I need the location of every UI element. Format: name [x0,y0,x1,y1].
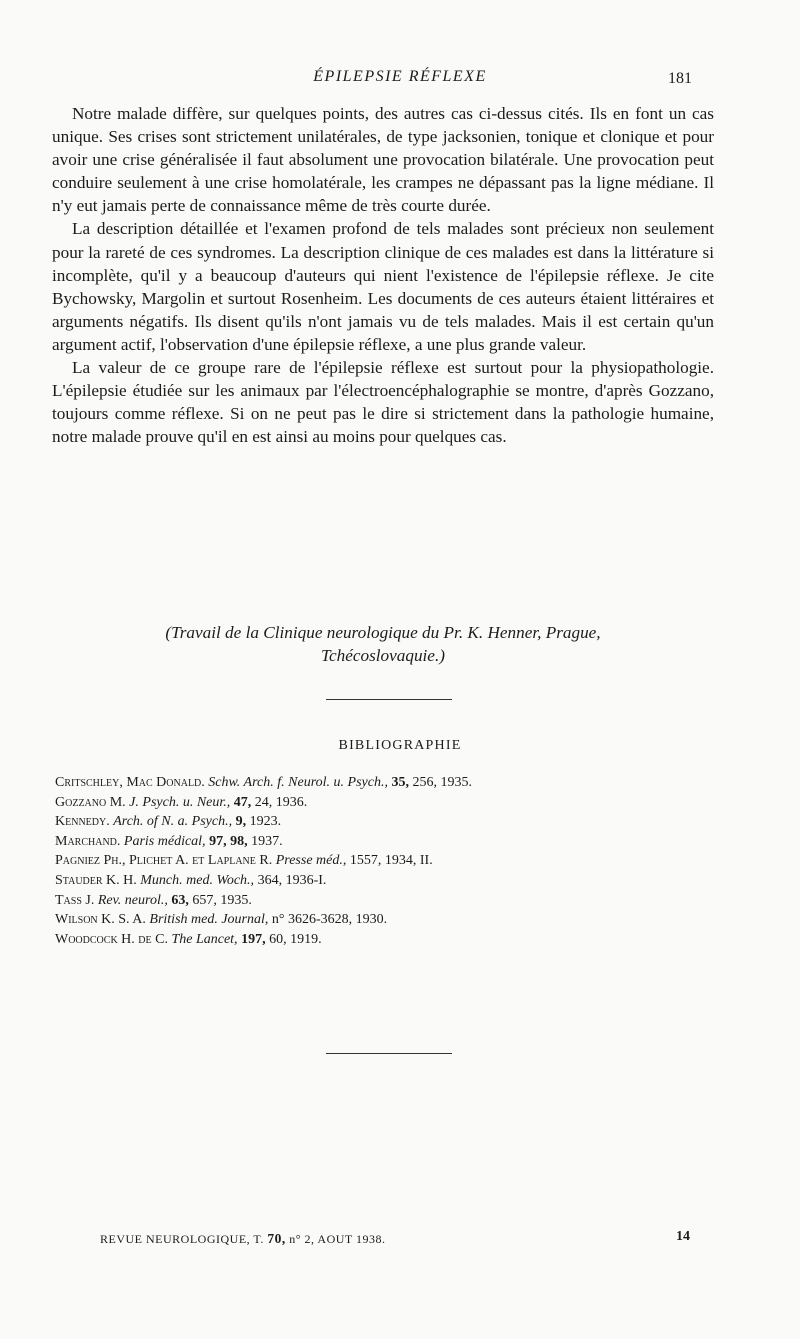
bib-volume: 197, [241,931,266,947]
bib-details: 1923. [249,814,282,830]
divider-rule [326,699,452,700]
bib-journal: Rev. neurol., [97,892,168,908]
bibliography-entry [55,832,715,852]
bibliography-entry [55,773,715,793]
source-note-line-1: (Travail de la Clinique neurologique du Pr. K. Henner, Prague, [165,623,601,642]
bib-details: 256, 1935. [412,775,472,790]
bibliography-entry [55,851,715,871]
bib-journal: J. Psych. u. Neur., [129,794,231,810]
bib-author: Gozzano M. [55,794,126,810]
footer-volume: 70, [267,1231,286,1246]
footer-journal [100,1231,386,1247]
bibliography-entry [55,871,715,891]
divider-rule [326,1053,452,1054]
bib-details: 1937. [251,833,283,849]
bibliography-list [55,773,715,949]
bib-author: Pagniez Ph., Plichet A. et Laplane R. [55,853,273,869]
page-footer [100,1229,720,1249]
footer-journal-name: REVUE NEUROLOGIQUE, T. [100,1232,264,1246]
footer-date: AOUT 1938. [317,1232,386,1246]
bib-details: n° 3626-3628, 1930. [271,912,388,928]
running-header [0,68,800,92]
bibliography-entry [55,812,715,832]
source-note [52,621,714,667]
bib-journal: The Lancet, [171,931,238,947]
bib-details: 24, 1936. [254,794,308,810]
page-number: 181 [668,70,692,87]
bibliography-entry [55,793,715,813]
bibliography-entry [55,910,715,930]
bib-details: 364, 1936-I. [257,872,327,888]
bib-author: Woodcock H. de C. [55,931,168,947]
bibliography-heading: BIBLIOGRAPHIE [338,738,462,753]
bib-journal: British med. Journal, [149,912,269,928]
bib-journal: Munch. med. Woch., [140,872,255,888]
footer-issue: n° 2, [289,1232,315,1246]
paragraph-1: Notre malade diffère, sur quelques points, des autres cas ci-dessus cités. Ils en font un cas unique. Ses crises sont strictement unilatérales, de type jacksonien, tonique et clonique et pour avoir une crise généralisée il faut absolument une provocation bilatérale. Une provocation peut conduire seulement à une crise homolatérale, les crampes ne dépassant pas la ligne médiane. Il n'y eut jamais perte de connaissance même de très courte durée. [52,104,714,216]
bib-volume: 97, 98, [209,833,248,849]
bib-volume: 35, [391,775,409,790]
bib-details: 60, 1919. [269,931,322,947]
bib-journal: Schw. Arch. f. Neurol. u. Psych., [208,775,388,790]
body-text [52,102,714,448]
bib-journal: Presse méd., [275,853,347,869]
bib-journal: Arch. of N. a. Psych., [113,814,233,830]
paragraph-3: La valeur de ce groupe rare de l'épilepsie réflexe est surtout pour la physiopathologie. L'épilepsie étudiée sur les animaux par l'électroencéphalographie se montre, d'après Gozzano, toujours comme réflexe. Si on ne peut pas le dire si strictement dans la pathologie humaine, notre malade prouve qu'il en est ainsi au moins pour quelques cas. [52,358,714,447]
bib-author: Wilson K. S. A. [55,912,146,928]
bib-volume: 9, [235,814,247,830]
bibliography-entry [55,891,715,911]
bib-author: Stauder K. H. [55,872,137,888]
bib-author: Kennedy. [55,814,110,830]
bib-author: Marchand. [55,833,121,849]
bib-volume: 47, [233,794,252,810]
bib-journal: Paris médical, [123,833,206,849]
footer-sheet-number: 14 [676,1229,690,1244]
bib-author: Critschley, Mac Donald. [55,775,205,790]
paragraph-2: La description détaillée et l'examen profond de tels malades sont précieux non seulement pour la rareté de ces syndromes. La description clinique de ces malades est dans la littérature si incomplète, qu'il y a beaucoup d'auteurs qui nient l'existence de l'épilepsie réflexe. Je cite Bychowsky, Margolin et surtout Rosenheim. Les documents de ces auteurs étaient littéraires et arguments négatifs. Ils disent qu'ils n'ont jamais vu de tels malades. Mais il est certain qu'un argument actif, l'observation d'une épilepsie réflexe, a une plus grande valeur. [52,219,714,354]
bib-details: 1557, 1934, II. [349,853,433,869]
bib-details: 657, 1935. [192,892,252,908]
source-note-line-2: Tchécoslovaquie.) [321,646,445,665]
bib-author: Tass J. [55,892,95,908]
bibliography-entry [55,930,715,950]
bib-volume: 63, [171,892,189,908]
running-title: ÉPILEPSIE RÉFLEXE [313,68,487,85]
